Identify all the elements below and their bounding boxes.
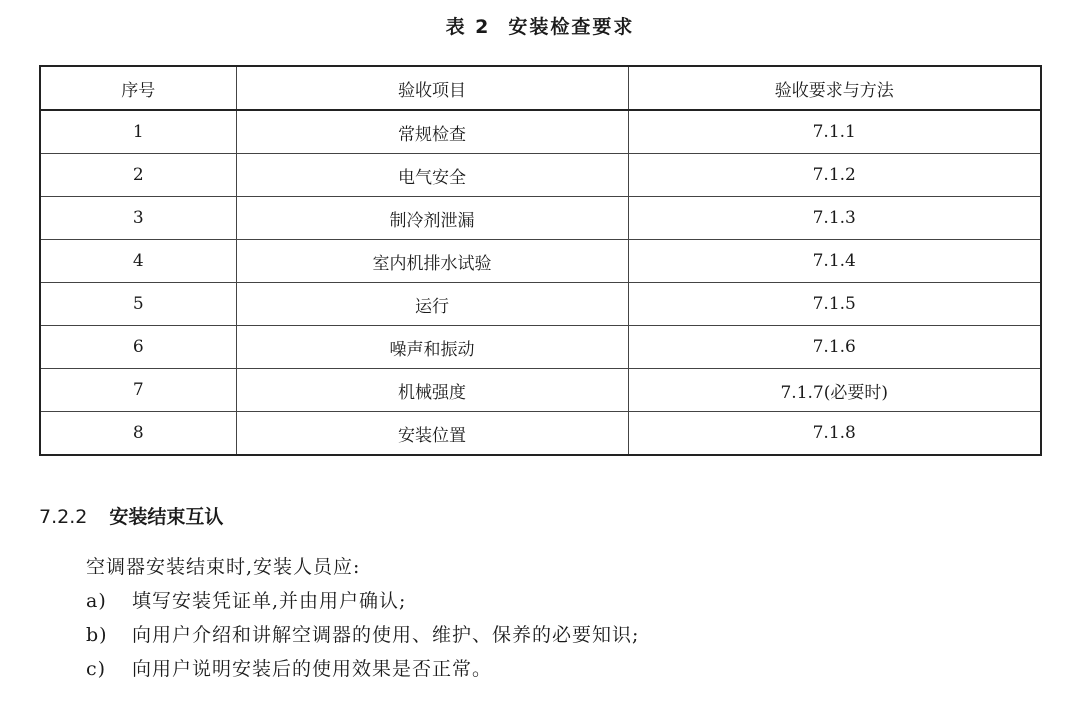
table-row — [40, 110, 1041, 154]
list-item-text: 向用户说明安装后的使用效果是否正常。 — [132, 658, 493, 680]
list-item — [86, 584, 639, 618]
cell-seq: 8 — [40, 412, 236, 456]
cell-method: 7.1.6 — [628, 326, 1041, 369]
cell-seq: 4 — [40, 240, 236, 283]
list-item — [86, 618, 639, 652]
table-row — [40, 369, 1041, 412]
cell-method: 7.1.1 — [628, 110, 1041, 154]
cell-method: 7.1.5 — [628, 283, 1041, 326]
requirement-list — [86, 584, 639, 686]
cell-seq: 6 — [40, 326, 236, 369]
header-method: 验收要求与方法 — [628, 66, 1041, 110]
cell-item: 机械强度 — [236, 369, 628, 412]
cell-item: 室内机排水试验 — [236, 240, 628, 283]
table-row — [40, 326, 1041, 369]
cell-method: 7.1.7(必要时) — [628, 369, 1041, 412]
list-marker: a) — [86, 590, 107, 612]
table-row — [40, 240, 1041, 283]
list-marker: c) — [86, 658, 107, 680]
list-item — [86, 652, 639, 686]
cell-item: 安装位置 — [236, 412, 628, 456]
cell-item: 运行 — [236, 283, 628, 326]
cell-method: 7.1.2 — [628, 154, 1041, 197]
cell-seq: 7 — [40, 369, 236, 412]
section-heading — [39, 502, 223, 529]
list-marker: b) — [86, 624, 108, 646]
cell-seq: 1 — [40, 110, 236, 154]
cell-item: 制冷剂泄漏 — [236, 197, 628, 240]
table-row — [40, 154, 1041, 197]
cell-item: 噪声和振动 — [236, 326, 628, 369]
cell-method: 7.1.4 — [628, 240, 1041, 283]
table-number: 表 2 — [445, 16, 491, 38]
cell-item: 常规检查 — [236, 110, 628, 154]
cell-method: 7.1.8 — [628, 412, 1041, 456]
header-item: 验收项目 — [236, 66, 628, 110]
cell-method: 7.1.3 — [628, 197, 1041, 240]
section-intro: 空调器安装结束时,安装人员应: — [86, 556, 361, 578]
section-number: 7.2.2 — [39, 506, 88, 528]
cell-item: 电气安全 — [236, 154, 628, 197]
cell-seq: 2 — [40, 154, 236, 197]
table-row — [40, 283, 1041, 326]
table-row — [40, 412, 1041, 456]
cell-seq: 3 — [40, 197, 236, 240]
inspection-requirements-table — [39, 65, 1042, 456]
cell-seq: 5 — [40, 283, 236, 326]
header-seq: 序号 — [40, 66, 236, 110]
table-title: 安装检查要求 — [508, 16, 635, 38]
table-row — [40, 197, 1041, 240]
list-item-text: 填写安装凭证单,并由用户确认; — [132, 590, 407, 612]
table-caption — [0, 12, 1080, 39]
table-header-row — [40, 66, 1041, 110]
section-title: 安装结束互认 — [109, 506, 224, 528]
list-item-text: 向用户介绍和讲解空调器的使用、维护、保养的必要知识; — [132, 624, 640, 646]
